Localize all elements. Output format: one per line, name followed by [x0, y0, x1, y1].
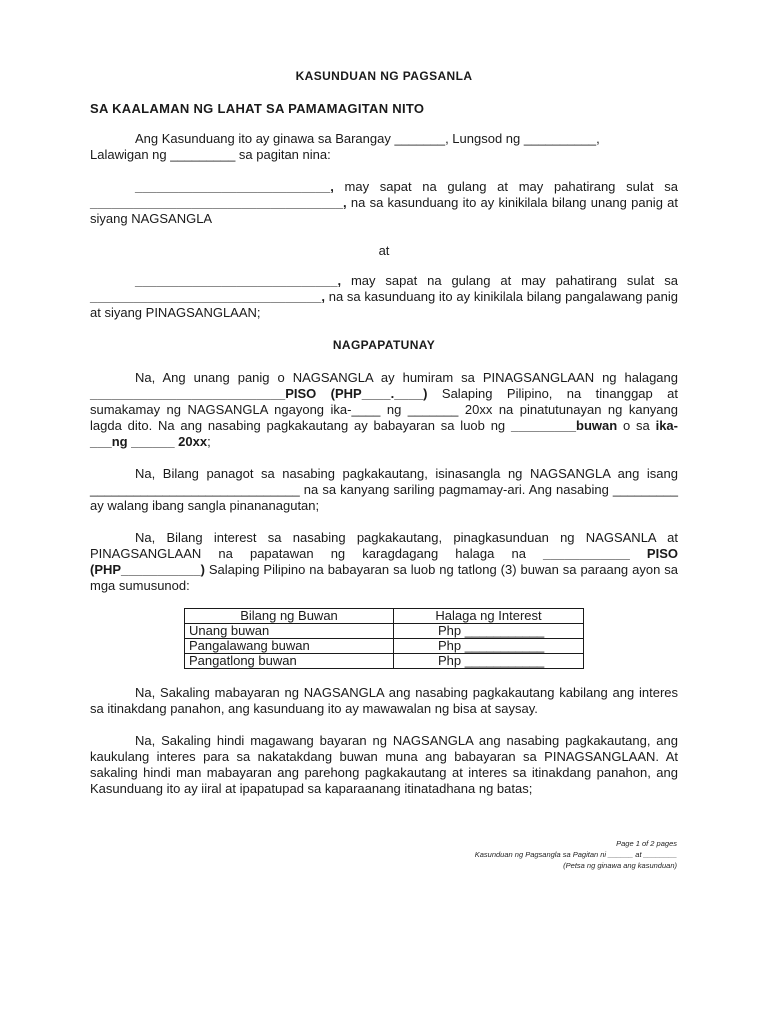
- default-paragraph: Na, Sakaling hindi magawang bayaran ng NAGSANGLA ang nasabing pagkakautang, ang kaukulang interes para sa nakatakdang buwan muna ang babayaran sa PINAGSANGLAAN. At sakaling hindi man mabayaran ang parehong pagkakautang at interes sa itinakdang panahon, ang Kasunduang ito ay iiral at ipapatupad sa kaparaanang itinatadhana ng batas;: [90, 733, 678, 796]
- loan-date-blank: ika-___ng ______ 20xx: [90, 418, 678, 449]
- footer-date-note: (Petsa ng ginawa ang kasunduan): [563, 861, 677, 870]
- footer-parties: Kasunduan ng Pagsangla sa Pagitan ni ______ at ________: [474, 850, 677, 859]
- loan-text-1: Na, Ang unang panig o NAGSANGLA ay humiram sa PINAGSANGLAAN ng halagang: [135, 370, 678, 385]
- loan-text-2: Salaping Pilipino, na tinanggap at sumakamay ng NAGSANGLA ngayong ika-____ ng _______ 20xx na pinatutunayan ng kanyang lagda dito. Na ang nasabing pagkakautang ay babayaran sa luob ng: [90, 386, 679, 433]
- party-one-text-1: may sapat na gulang at may pahatirang sulat sa: [333, 179, 678, 194]
- intro-line-1: Ang Kasunduang ito ay ginawa sa Barangay _______, Lungsod ng __________,: [135, 131, 600, 146]
- party-two-name-blank: ____________________________,: [135, 273, 342, 288]
- collateral-paragraph: Na, Bilang panagot sa nasabing pagkakautang, isinasangla ng NAGSANGLA ang isang _____________________________ na sa kanyang sariling pagmamay-ari. Ang nasabing _________ ay walang ibang sangla pinananagutan;: [90, 466, 678, 513]
- loan-paragraph: [90, 370, 678, 450]
- document-subtitle: SA KAALAMAN NG LAHAT SA PAMAMAGITAN NITO: [90, 101, 425, 116]
- section-heading: NAGPAPATUNAY: [332, 338, 436, 352]
- table-header-interest: Halaga ng Interest: [394, 609, 584, 624]
- table-header-row: [185, 609, 584, 624]
- interest-text-1: Na, Bilang interest sa nasabing pagkakautang, pinagkasunduan ng NAGSANLA at PINAGSANGLAAN na papatawan ng karagdagang halaga na: [90, 530, 678, 561]
- interest-table: [184, 608, 584, 669]
- interest-amount-blank: ____________ PISO (PHP___________): [90, 546, 678, 577]
- page-footer: [475, 838, 677, 871]
- table-header-month: Bilang ng Buwan: [185, 609, 394, 624]
- interest-paragraph: [90, 530, 678, 594]
- loan-months-blank: _________buwan: [510, 418, 618, 433]
- table-row: [185, 639, 584, 654]
- loan-text-3: o sa: [617, 418, 656, 433]
- intro-paragraph: [90, 131, 678, 163]
- table-row: [185, 654, 584, 669]
- document-page: [90, 68, 678, 797]
- loan-text-4: ;: [207, 434, 211, 449]
- party-one-name-blank: ___________________________,: [135, 179, 334, 194]
- intro-line-2: Lalawigan ng _________ sa pagitan nina:: [90, 147, 331, 162]
- footer-page-number: Page 1 of 2 pages: [616, 839, 677, 848]
- table-cell-month: Unang buwan: [185, 624, 394, 639]
- party-two-paragraph: [90, 273, 678, 321]
- party-one-text-2: na sa kasunduang ito ay kinikilala bilang unang panig at siyang NAGSANGLA: [90, 195, 678, 226]
- table-cell-interest: Php ___________: [394, 639, 584, 654]
- conjunction-at: at: [378, 243, 390, 258]
- party-two-text-2: na sa kasunduang ito ay kinikilala bilang pangalawang panig at siyang PINAGSANGLAAN;: [90, 289, 678, 320]
- full-payment-paragraph: Na, Sakaling mabayaran ng NAGSANGLA ang nasabing pagkakautang kabilang ang interes sa itinakdang panahon, ang kasunduang ito ay mawawalan ng bisa at saysay.: [90, 685, 678, 716]
- table-cell-interest: Php ___________: [394, 654, 584, 669]
- table-cell-month: Pangalawang buwan: [185, 639, 394, 654]
- table-row: [185, 624, 584, 639]
- party-one-address-blank: ___________________________________,: [90, 195, 347, 210]
- table-cell-month: Pangatlong buwan: [185, 654, 394, 669]
- party-two-address-blank: ________________________________,: [90, 289, 325, 304]
- party-one-paragraph: [90, 179, 678, 227]
- table-cell-interest: Php ___________: [394, 624, 584, 639]
- interest-text-2: Salaping Pilipino na babayaran sa luob ng tatlong (3) buwan sa paraang ayon sa mga sumusunod:: [90, 562, 678, 593]
- party-two-text-1: may sapat na gulang at may pahatirang sulat sa: [341, 273, 678, 288]
- loan-amount-blank: ___________________________PISO (PHP____.____): [90, 386, 428, 401]
- document-title: KASUNDUAN NG PAGSANLA: [295, 69, 473, 83]
